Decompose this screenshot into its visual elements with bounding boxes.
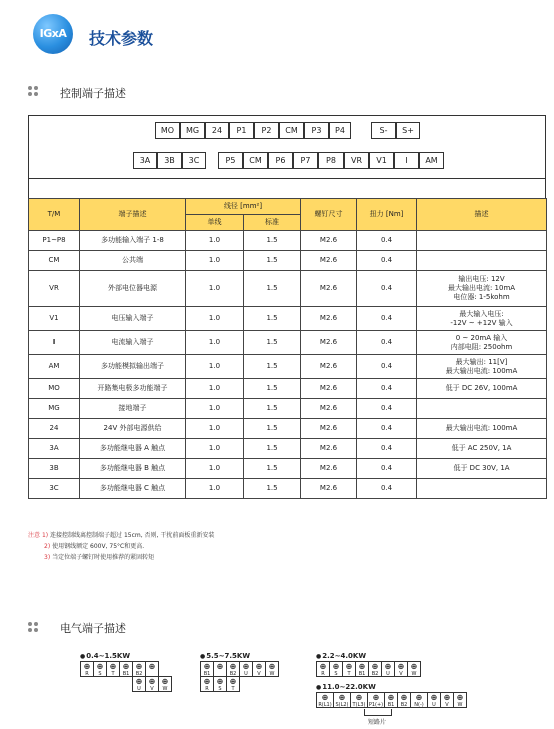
cell-standard: 1.5 (244, 459, 301, 479)
section-bullet-icon (28, 86, 38, 96)
cell-tm: P1~P8 (29, 231, 80, 251)
terminal-label: V (150, 686, 154, 692)
terminal-label: U (244, 671, 248, 677)
cell-torque: 0.4 (357, 479, 417, 499)
terminal-label: B2 (400, 702, 408, 708)
power-terminal (329, 661, 343, 677)
table-row (29, 419, 547, 439)
cell-torque: 0.4 (357, 459, 417, 479)
cell-tm: 24 (29, 419, 80, 439)
cell-remark: 0 ~ 20mA 输入 内部电阻: 250ohm (417, 331, 547, 355)
page-title: 技术参数 (89, 29, 154, 48)
note-text: 当定位端子螺钉时使用推荐的紧固转矩 (52, 554, 155, 561)
screw-icon: ⊕ (122, 662, 130, 671)
cell-single: 1.0 (186, 331, 244, 355)
cell-remark: 最大输入电压: -12V ~ +12V 输入 (417, 307, 547, 331)
screw-icon: ⊕ (319, 662, 327, 671)
terminal-label: R (205, 686, 209, 692)
cell-torque: 0.4 (357, 355, 417, 379)
cell-desc: 公共端 (80, 251, 186, 271)
screw-icon: ⊕ (410, 662, 418, 671)
screw-icon: ⊕ (203, 677, 211, 686)
terminal-p3: P3 (304, 122, 329, 139)
terminal-label: V (257, 671, 261, 677)
header-remark: 描述 (417, 199, 547, 231)
cell-remark: 输出电压: 12V 最大输出电流: 10mA 电位器: 1-5kohm (417, 271, 547, 307)
table-row (29, 307, 547, 331)
screw-icon: ⊕ (161, 677, 169, 686)
notes-block (28, 530, 214, 563)
table-row (29, 355, 547, 379)
screw-icon: ⊕ (415, 693, 423, 702)
cell-remark (417, 251, 547, 271)
screw-icon: ⊕ (148, 677, 156, 686)
screw-icon: ⊕ (135, 677, 143, 686)
note-number: 1) (41, 532, 49, 539)
cell-screw: M2.6 (301, 439, 357, 459)
terminal-label: S (218, 686, 222, 692)
note-number: 2) (44, 543, 51, 550)
terminal-p2: P2 (254, 122, 279, 139)
screw-icon: ⊕ (96, 662, 104, 671)
header-desc: 端子描述 (80, 199, 186, 231)
terminal-p4: P4 (329, 122, 351, 139)
table-row (29, 231, 547, 251)
control-terminal-table (28, 198, 547, 499)
cell-desc: 接地端子 (80, 399, 186, 419)
power-terminal (410, 692, 428, 708)
table-row (29, 479, 547, 499)
cell-desc: 外部电位器电源 (80, 271, 186, 307)
power-terminal (252, 661, 266, 677)
cell-tm: 3C (29, 479, 80, 499)
terminal-label: S (98, 671, 102, 677)
cell-desc: 24V 外部电源供给 (80, 419, 186, 439)
section-title-electrical: 电气端子描述 (60, 622, 126, 635)
cell-standard: 1.5 (244, 307, 301, 331)
power-terminal-group-2.2-4.0kw (316, 651, 421, 677)
terminal-label: R (321, 671, 325, 677)
cell-standard: 1.5 (244, 419, 301, 439)
cell-torque: 0.4 (357, 251, 417, 271)
terminal-i: I (394, 152, 419, 169)
section-bullet-icon (28, 622, 38, 632)
cell-single: 1.0 (186, 231, 244, 251)
cell-desc: 多功能输入端子 1-8 (80, 231, 186, 251)
power-terminal (427, 692, 441, 708)
cell-remark: 低于 DC 30V, 1A (417, 459, 547, 479)
group-title: ● 2.2~4.0KW (316, 651, 421, 661)
cell-tm: V1 (29, 307, 80, 331)
power-terminal (80, 661, 94, 677)
power-terminal (213, 676, 227, 692)
cell-standard: 1.5 (244, 355, 301, 379)
power-terminal (368, 661, 382, 677)
screw-icon: ⊕ (203, 662, 211, 671)
cell-remark (417, 231, 547, 251)
cell-torque: 0.4 (357, 271, 417, 307)
terminal-label: V (399, 671, 403, 677)
brand-logo: IGxA (33, 14, 73, 54)
terminal-cm: CM (279, 122, 304, 139)
screw-icon: ⊕ (355, 693, 363, 702)
terminal-label: V (445, 702, 449, 708)
terminal-label: B1 (387, 702, 395, 708)
table-row (29, 459, 547, 479)
screw-icon: ⊕ (135, 662, 143, 671)
power-terminal (367, 692, 385, 708)
cell-single: 1.0 (186, 355, 244, 379)
cell-tm: AM (29, 355, 80, 379)
terminal-p8: P8 (318, 152, 344, 169)
terminal-label: T (231, 686, 235, 692)
power-terminal (394, 661, 408, 677)
cell-remark: 低于 DC 26V, 100mA (417, 379, 547, 399)
power-terminal-blank (145, 661, 159, 677)
screw-icon: ⊕ (345, 662, 353, 671)
note-text: 连接控制线离控制端子超过 15cm, 否则, 干扰前面板重新安装 (50, 532, 215, 539)
cell-torque: 0.4 (357, 419, 417, 439)
group-title: ● 11.0~22.0KW (316, 682, 467, 692)
cell-screw: M2.6 (301, 379, 357, 399)
cell-screw: M2.6 (301, 479, 357, 499)
terminal-label: B2 (135, 671, 143, 677)
cell-single: 1.0 (186, 307, 244, 331)
cell-screw: M2.6 (301, 271, 357, 307)
screw-icon: ⊕ (229, 677, 237, 686)
cell-single: 1.0 (186, 419, 244, 439)
cell-screw: M2.6 (301, 251, 357, 271)
terminal-label: T (111, 671, 115, 677)
terminal-label: P1(+) (368, 702, 384, 708)
terminal-label: T (347, 671, 351, 677)
screw-icon: ⊕ (372, 693, 380, 702)
table-row (29, 251, 547, 271)
cell-screw: M2.6 (301, 399, 357, 419)
terminal-vr: VR (344, 152, 369, 169)
screw-icon: ⊕ (242, 662, 250, 671)
power-terminal-group-0.4-1.5kw (80, 651, 172, 692)
cell-tm: 3B (29, 459, 80, 479)
table-row (29, 271, 547, 307)
cell-single: 1.0 (186, 271, 244, 307)
power-terminal (265, 661, 279, 677)
header-torque: 扭力 [Nm] (357, 199, 417, 231)
header-tm: T/M (29, 199, 80, 231)
terminal-label: U (386, 671, 390, 677)
group-title: ● 5.5~7.5KW (200, 651, 279, 661)
power-terminal (440, 692, 454, 708)
cell-screw: M2.6 (301, 231, 357, 251)
power-terminal (342, 661, 356, 677)
cell-tm: 3A (29, 439, 80, 459)
table-row (29, 331, 547, 355)
cell-torque: 0.4 (357, 307, 417, 331)
cell-standard: 1.5 (244, 379, 301, 399)
note-text: 使用钢线额定 600V, 75°C和更高. (52, 543, 145, 550)
cell-screw: M2.6 (301, 331, 357, 355)
screw-icon: ⊕ (371, 662, 379, 671)
power-terminal (397, 692, 411, 708)
power-terminal (145, 676, 159, 692)
table-row (29, 399, 547, 419)
cell-tm: VR (29, 271, 80, 307)
terminal-label: B1 (358, 671, 366, 677)
power-terminal-blank (213, 661, 227, 677)
header-screw: 螺钉尺寸 (301, 199, 357, 231)
power-terminal (106, 661, 120, 677)
cell-desc: 电压输入端子 (80, 307, 186, 331)
screw-icon: ⊕ (443, 693, 451, 702)
screw-icon: ⊕ (229, 662, 237, 671)
screw-icon: ⊕ (83, 662, 91, 671)
section-title-control: 控制端子描述 (60, 87, 126, 100)
cell-tm: MG (29, 399, 80, 419)
terminal-label: R (85, 671, 89, 677)
table-row (29, 379, 547, 399)
cell-standard: 1.5 (244, 479, 301, 499)
screw-icon: ⊕ (321, 693, 329, 702)
cell-desc: 电流输入端子 (80, 331, 186, 355)
cell-standard: 1.5 (244, 331, 301, 355)
terminal-label: B2 (229, 671, 237, 677)
terminal-p6: P6 (268, 152, 293, 169)
group-title: ● 0.4~1.5KW (80, 651, 172, 661)
cell-tm: MO (29, 379, 80, 399)
terminal-p1: P1 (229, 122, 254, 139)
terminal-label: U (137, 686, 141, 692)
cell-tm: CM (29, 251, 80, 271)
note-number: 3) (44, 554, 51, 561)
terminal-s: S- (371, 122, 396, 139)
screw-icon: ⊕ (397, 662, 405, 671)
power-terminal (453, 692, 467, 708)
power-terminal-group-5.5-7.5kw (200, 651, 279, 692)
power-terminal (239, 661, 253, 677)
cell-standard: 1.5 (244, 271, 301, 307)
terminal-label: S(L2) (335, 702, 349, 708)
cell-single: 1.0 (186, 459, 244, 479)
cell-desc: 多功能继电器 B 触点 (80, 459, 186, 479)
power-terminal (384, 692, 398, 708)
power-terminal (333, 692, 351, 708)
cell-standard: 1.5 (244, 399, 301, 419)
terminal-cm: CM (243, 152, 268, 169)
power-terminal (132, 661, 146, 677)
cell-single: 1.0 (186, 439, 244, 459)
note-line-2 (28, 541, 214, 552)
screw-icon: ⊕ (387, 693, 395, 702)
cell-screw: M2.6 (301, 459, 357, 479)
cell-screw: M2.6 (301, 355, 357, 379)
cell-desc: 开路集电极多功能端子 (80, 379, 186, 399)
terminal-s: S+ (396, 122, 420, 139)
header-standard: 标准 (244, 215, 301, 231)
screw-icon: ⊕ (430, 693, 438, 702)
cell-remark: 最大输出电流: 100mA (417, 419, 547, 439)
note-line-1 (28, 530, 214, 541)
screw-icon: ⊕ (400, 693, 408, 702)
notes-label: 注意 (28, 532, 41, 539)
terminal-label: W (411, 671, 417, 677)
cell-desc: 多功能模拟输出端子 (80, 355, 186, 379)
screw-icon: ⊕ (216, 677, 224, 686)
cell-standard: 1.5 (244, 439, 301, 459)
table-row (29, 439, 547, 459)
short-bar-caption: 短路片 (368, 719, 387, 726)
cell-standard: 1.5 (244, 251, 301, 271)
cell-remark (417, 479, 547, 499)
terminal-label: B1 (122, 671, 130, 677)
power-terminal (316, 661, 330, 677)
terminal-mg: MG (180, 122, 205, 139)
note-line-3 (28, 552, 214, 563)
screw-icon: ⊕ (338, 693, 346, 702)
terminal-3a: 3A (133, 152, 157, 169)
cell-desc: 多功能继电器 A 触点 (80, 439, 186, 459)
screw-icon: ⊕ (456, 693, 464, 702)
terminal-label: W (162, 686, 168, 692)
terminal-label: U (432, 702, 436, 708)
terminal-label: R(L1) (318, 702, 332, 708)
power-terminal (93, 661, 107, 677)
cell-torque: 0.4 (357, 379, 417, 399)
cell-torque: 0.4 (357, 331, 417, 355)
short-bar (364, 709, 392, 716)
cell-remark: 低于 AC 250V, 1A (417, 439, 547, 459)
power-terminal (226, 661, 240, 677)
divider (29, 178, 545, 179)
power-terminal (226, 676, 240, 692)
cell-torque: 0.4 (357, 231, 417, 251)
cell-single: 1.0 (186, 251, 244, 271)
terminal-v1: V1 (369, 152, 394, 169)
terminal-24: 24 (205, 122, 229, 139)
power-terminal (200, 661, 214, 677)
terminal-p7: P7 (293, 152, 318, 169)
screw-icon: ⊕ (109, 662, 117, 671)
power-terminal (355, 661, 369, 677)
cell-remark: 最大输出: 11[V] 最大输出电流: 100mA (417, 355, 547, 379)
terminal-3b: 3B (157, 152, 182, 169)
screw-icon: ⊕ (268, 662, 276, 671)
power-terminal (316, 692, 334, 708)
power-terminal (381, 661, 395, 677)
cell-standard: 1.5 (244, 231, 301, 251)
terminal-label: N(-) (414, 702, 424, 708)
terminal-label: B2 (371, 671, 379, 677)
cell-tm: I (29, 331, 80, 355)
power-terminal (350, 692, 368, 708)
cell-remark (417, 399, 547, 419)
terminal-label: S (334, 671, 338, 677)
screw-icon: ⊕ (148, 662, 156, 671)
screw-icon: ⊕ (255, 662, 263, 671)
cell-single: 1.0 (186, 399, 244, 419)
terminal-label: W (269, 671, 275, 677)
terminal-label: B1 (203, 671, 211, 677)
terminal-mo: MO (155, 122, 180, 139)
cell-single: 1.0 (186, 479, 244, 499)
cell-torque: 0.4 (357, 399, 417, 419)
terminal-p5: P5 (218, 152, 243, 169)
screw-icon: ⊕ (216, 662, 224, 671)
cell-single: 1.0 (186, 379, 244, 399)
cell-torque: 0.4 (357, 439, 417, 459)
terminal-label: T(L3) (352, 702, 366, 708)
power-terminal (158, 676, 172, 692)
terminal-am: AM (419, 152, 444, 169)
terminal-label: W (457, 702, 463, 708)
terminal-3c: 3C (182, 152, 206, 169)
screw-icon: ⊕ (358, 662, 366, 671)
cell-screw: M2.6 (301, 419, 357, 439)
power-terminal (407, 661, 421, 677)
power-terminal (132, 676, 146, 692)
screw-icon: ⊕ (332, 662, 340, 671)
header-wire: 线径 [mm²] (186, 199, 301, 215)
header-single: 单线 (186, 215, 244, 231)
power-terminal (200, 676, 214, 692)
power-terminal-group-11-22kw (316, 682, 467, 726)
power-terminal (119, 661, 133, 677)
screw-icon: ⊕ (384, 662, 392, 671)
cell-screw: M2.6 (301, 307, 357, 331)
cell-desc: 多功能继电器 C 触点 (80, 479, 186, 499)
